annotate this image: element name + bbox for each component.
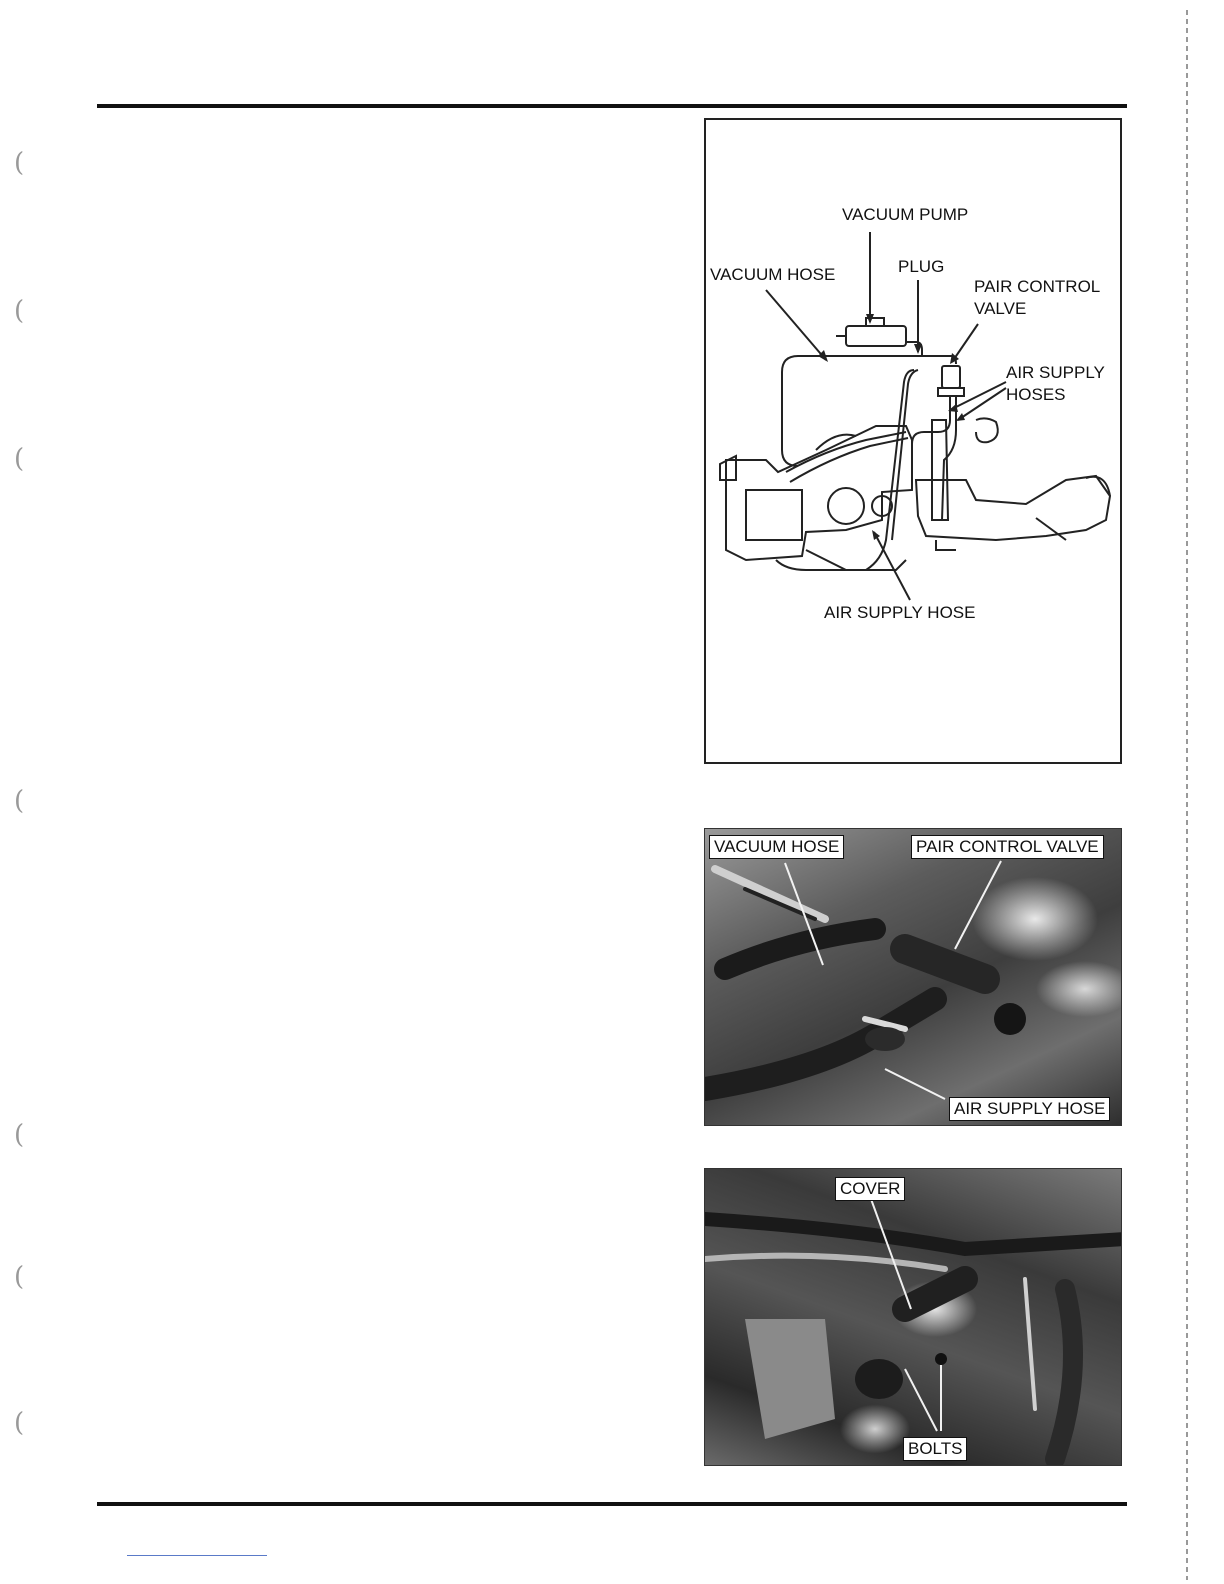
page-edge-binding	[1186, 10, 1188, 1580]
binding-hole-mark: (	[14, 786, 25, 816]
pair-system-diagram	[704, 118, 1122, 764]
photo-pair-valve-hoses	[704, 828, 1122, 1126]
photo2-shapes	[705, 1169, 1122, 1466]
footer-link-underline	[127, 1555, 267, 1556]
tag-bolts: BOLTS	[903, 1437, 967, 1461]
binding-hole-mark: (	[14, 1408, 25, 1438]
photo-cover-bolts	[704, 1168, 1122, 1466]
label-vacuum-hose: VACUUM HOSE	[710, 265, 836, 284]
binding-hole-mark: (	[14, 148, 25, 178]
tag-cover: COVER	[835, 1177, 905, 1201]
header-rule	[97, 104, 1127, 108]
tag-pair-control-valve: PAIR CONTROL VALVE	[911, 835, 1104, 859]
label-air-supply-hose: AIR SUPPLY HOSE	[824, 603, 976, 622]
photo1-shapes	[705, 829, 1122, 1126]
binding-hole-mark: (	[14, 444, 25, 474]
label-vacuum-pump: VACUUM PUMP	[842, 205, 969, 224]
binding-hole-mark: (	[14, 1262, 25, 1292]
label-pair-control-valve: PAIR CONTROL VALVE	[974, 277, 1101, 318]
tag-air-supply-hose: AIR SUPPLY HOSE	[949, 1097, 1110, 1121]
label-plug: PLUG	[898, 257, 945, 276]
footer-rule	[97, 1502, 1127, 1506]
binding-hole-mark: (	[14, 296, 25, 326]
label-air-supply-hoses: AIR SUPPLY HOSES	[1006, 363, 1105, 404]
binding-hole-mark: (	[14, 1120, 25, 1150]
tag-vacuum-hose: VACUUM HOSE	[709, 835, 844, 859]
